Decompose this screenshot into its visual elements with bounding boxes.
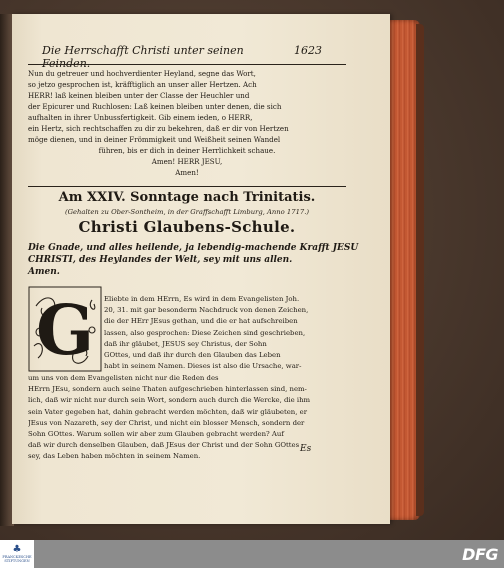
body-line: um uns von dem Evangelisten nicht nur die Reden des (28, 374, 219, 382)
body-line: Sohn GOttes. Warum sollen wir aber zum Glauben gebracht werden? Auf (28, 430, 284, 439)
library-label: FRANCKESCHE STIFTUNGEN (2, 555, 32, 563)
body-line: sey, das Leben haben möchten in seinem Namen. (28, 452, 201, 461)
dfg-logo[interactable]: DFG (462, 545, 498, 564)
body-line: 20, 31. mit gar besonderm Nachdruck von denen Zeichen, (104, 306, 309, 315)
prayer-line: Nun du getreuer und hochverdienter Heyland, segne das Wort, (28, 69, 256, 78)
body-line: daß wir durch denselben Glauben, daß JEsus der Christ und der Sohn GOttes (28, 441, 300, 450)
prayer-line: führen, bis er dich in deiner Herrlichkeit schaue. (98, 146, 276, 155)
sermon-salutation (28, 242, 359, 278)
library-emblem-icon: ♣ (12, 544, 22, 555)
prayer-line: aufhalten in ihrer Unbussfertigkeit. Gib einem ieden, o HERR, (28, 113, 253, 122)
sermon-place-note: (Gehalten zu Ober-Sontheim, in der Graffschafft Limburg, Anno 1717.) (64, 208, 310, 216)
closing-prayer (28, 68, 346, 178)
section-rule (28, 186, 346, 187)
body-line: daß ihr gläubet, JESUS sey Christus, der Sohn (104, 339, 267, 348)
body-line: die der HErr JEsus gethan, und die er hat aufschreiben (104, 317, 298, 326)
sermon-body-indented (104, 294, 348, 372)
body-line: habt in seinem Namen. Dieses ist also die Ursache, war- (104, 362, 302, 371)
prayer-line: möge dienen, und in deiner Frömmigkeit und Weißheit seinen Wandel (28, 135, 281, 144)
svg-text:G: G (35, 291, 95, 371)
salutation-line: Die Gnade, und alles heilende, ja lebendig-machende Krafft JESU (28, 243, 359, 253)
prayer-amen: Amen! (175, 168, 199, 177)
body-line: lich, daß wir nicht nur durch sein Wort, sondern auch durch die Wercke, die ihm (28, 396, 311, 405)
page-number: 1623 (294, 44, 322, 57)
header-rule (28, 64, 346, 65)
body-line: sein Vater gegeben hat, dahin gebracht werden möchten, daß wir gläubeten, er (28, 407, 307, 416)
running-title: Die Herrschafft Christi unter seinen Feinden. (42, 44, 244, 70)
page-fore-edge (386, 20, 420, 520)
catchword: Es (300, 444, 312, 454)
body-line: GOttes, und daß ihr durch den Glauben das Leben (104, 351, 281, 360)
library-logo[interactable] (0, 540, 34, 568)
body-line: lassen, also gesprochen: Diese Zeichen sind geschrieben, (104, 328, 306, 337)
sermon-title: Christi Glaubens-Schule. (78, 218, 296, 236)
prayer-line: so jetzo gesprochen ist, kräfftiglich an unser aller Hertzen. Ach (28, 80, 257, 89)
viewer-footer-bar (0, 540, 504, 568)
book-cover-edge (416, 24, 424, 516)
prayer-line: HERR! laß keinen bleiben unter der Classe der Heuchler und (28, 91, 250, 100)
prayer-amen: Amen! HERR JESU, (151, 157, 223, 166)
prayer-line: der Epicurer und Ruchlosen: Laß keinen bleiben unter denen, die sich (28, 102, 282, 111)
salutation-line: CHRISTI, des Heylandes der Welt, sey mit uns allen. (28, 255, 293, 265)
prayer-line: ein Hertz, sich rechtschaffen zu dir zu bekehren, daß er dir von Hertzen (28, 124, 289, 133)
running-header (42, 44, 322, 70)
body-line: HErrn JEsu, sondern auch seine Thaten aufgeschrieben hinterlassen sind, nem- (28, 385, 307, 394)
salutation-line: Amen. (28, 267, 60, 277)
decorated-initial-icon (28, 286, 102, 372)
body-line: Eliebte in dem HErrn, Es wird in dem Evangelisten Joh. (104, 295, 300, 303)
sunday-heading: Am XXIV. Sonntage nach Trinitatis. (58, 190, 316, 205)
body-line: JEsus von Nazareth, sey der Christ, und nicht ein blosser Mensch, sondern der (28, 418, 305, 427)
